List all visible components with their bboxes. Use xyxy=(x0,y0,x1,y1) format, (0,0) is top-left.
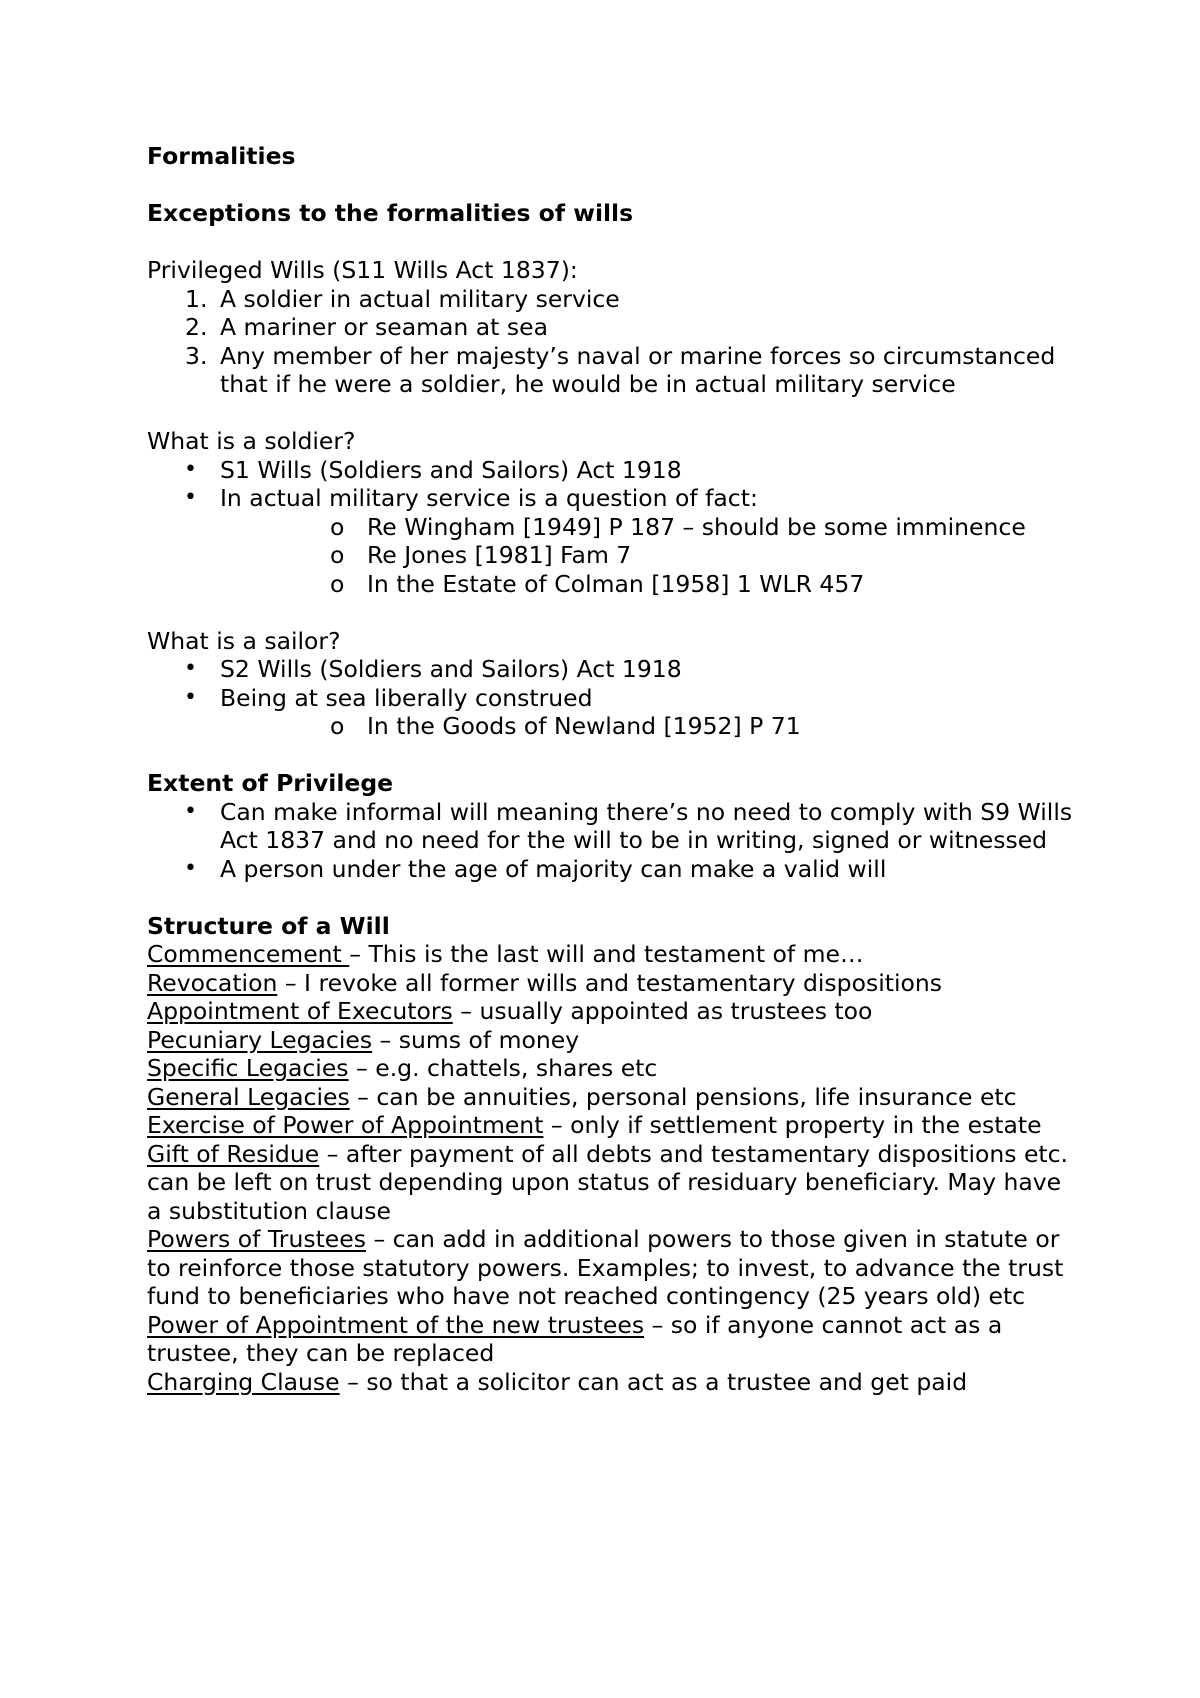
structure-line-specific xyxy=(147,1054,1077,1083)
list-number: 3. xyxy=(185,341,208,370)
structure-desc: – after payment of all debts and testamentary dispositions etc. can be left on trust depending upon status of residuary beneficiary. May have a substitution clause xyxy=(147,1139,1069,1225)
privileged-list xyxy=(147,285,1077,399)
structure-line-executors xyxy=(147,997,1077,1026)
exceptions-heading: Exceptions to the formalities of wills xyxy=(147,199,634,227)
bullet-icon: • xyxy=(184,684,197,710)
spacer xyxy=(147,399,1077,428)
list-item-text: Can make informal will meaning there’s no need to comply with S9 Wills Act 1837 and no need for the will to be in writing, signed or witnessed xyxy=(220,797,1073,854)
structure-line-trustee-powers xyxy=(147,1225,1077,1311)
structure-desc: – only if settlement property in the estate xyxy=(543,1111,1042,1139)
circle-bullet-icon: o xyxy=(330,712,345,740)
spacer xyxy=(147,883,1077,912)
list-item-text: In the Goods of Newland [1952] P 71 xyxy=(367,712,801,740)
structure-term: Power of Appointment of the new trustees xyxy=(147,1310,645,1339)
bullet-icon: • xyxy=(184,855,197,881)
list-item-text: In actual military service is a question of fact: xyxy=(220,484,758,512)
list-item-text: S2 Wills (Soldiers and Sailors) Act 1918 xyxy=(220,655,682,683)
extent-heading: Extent of Privilege xyxy=(147,769,394,797)
structure-desc: – can add in additional powers to those given in statute or to reinforce those statutory powers. Examples; to invest, to advance the trust fund to beneficiaries who have not reached contingency (25 years old) etc xyxy=(147,1225,1064,1310)
sailor-question: What is a sailor? xyxy=(147,626,341,655)
structure-line-new-trustees xyxy=(147,1311,1077,1368)
list-item-text: In the Estate of Colman [1958] 1 WLR 457 xyxy=(367,569,865,598)
structure-heading: Structure of a Will xyxy=(147,911,390,940)
soldier-list xyxy=(147,456,1077,599)
spacer xyxy=(147,598,1077,627)
structure-term: Specific Legacies xyxy=(147,1054,349,1082)
list-item xyxy=(147,798,1077,855)
list-item xyxy=(147,484,1077,598)
bullet-icon: • xyxy=(184,798,197,824)
extent-list xyxy=(147,798,1077,884)
list-item-text: Re Wingham [1949] P 187 – should be some imminence xyxy=(367,512,1026,541)
sailor-list xyxy=(147,655,1077,741)
structure-line-revocation xyxy=(147,969,1077,998)
structure-desc: – This is the last will and testament of me… xyxy=(349,940,864,968)
list-item xyxy=(147,313,1077,342)
circle-bullet-icon: o xyxy=(330,512,345,541)
structure-term: Charging Clause xyxy=(147,1367,340,1396)
list-item xyxy=(147,285,1077,314)
soldier-question: What is a soldier? xyxy=(147,427,356,455)
list-item-text: Re Jones [1981] Fam 7 xyxy=(367,541,632,569)
list-item xyxy=(220,541,1077,570)
structure-desc: – so if anyone cannot act as a trustee, they can be replaced xyxy=(147,1310,1003,1367)
doc-title: Formalities xyxy=(147,142,296,170)
bullet-icon: • xyxy=(184,456,197,482)
structure-line-residue xyxy=(147,1140,1077,1226)
structure-term: Powers of Trustees xyxy=(147,1225,366,1253)
list-item xyxy=(220,570,1077,599)
list-item xyxy=(147,342,1077,399)
structure-term: General Legacies xyxy=(147,1082,350,1111)
spacer xyxy=(147,228,1077,257)
list-number: 2. xyxy=(185,313,208,341)
structure-desc: – I revoke all former wills and testamentary dispositions xyxy=(277,968,942,997)
list-item xyxy=(220,513,1077,542)
structure-line-commencement xyxy=(147,940,1077,969)
list-item-text: Being at sea liberally construed xyxy=(220,683,593,712)
list-item-text: A soldier in actual military service xyxy=(220,284,620,313)
list-item-text: A mariner or seaman at sea xyxy=(220,313,548,341)
list-item xyxy=(147,855,1077,884)
document-body xyxy=(147,142,1077,1396)
spacer xyxy=(147,741,1077,770)
privileged-intro: Privileged Wills (S11 Wills Act 1837): xyxy=(147,256,578,284)
structure-term: Pecuniary Legacies xyxy=(147,1025,373,1054)
structure-desc: – usually appointed as trustees too xyxy=(452,997,873,1025)
structure-term: Exercise of Power of Appointment xyxy=(147,1111,544,1139)
structure-desc: – can be annuities, personal pensions, life insurance etc xyxy=(349,1082,1017,1111)
bullet-icon: • xyxy=(184,656,197,681)
structure-desc: – so that a solicitor can act as a trustee and get paid xyxy=(339,1367,968,1396)
list-item xyxy=(220,712,1077,741)
structure-desc: – sums of money xyxy=(372,1025,580,1054)
structure-desc: – e.g. chattels, shares etc xyxy=(348,1054,658,1082)
list-number: 1. xyxy=(185,284,208,313)
structure-term: Revocation xyxy=(147,968,278,997)
list-item xyxy=(147,456,1077,485)
list-item-text: S1 Wills (Soldiers and Sailors) Act 1918 xyxy=(220,455,682,484)
list-item-text: A person under the age of majority can make a valid will xyxy=(220,854,887,883)
bullet-icon: • xyxy=(184,485,197,510)
structure-term: Appointment of Executors xyxy=(147,997,453,1025)
list-item xyxy=(147,655,1077,684)
soldier-cases-list xyxy=(220,513,1077,599)
sailor-cases-list xyxy=(220,712,1077,741)
list-item xyxy=(147,684,1077,741)
structure-line-general xyxy=(147,1083,1077,1112)
list-item-text: Any member of her majesty’s naval or marine forces so circumstanced that if he were a soldier, he would be in actual military service xyxy=(220,341,1056,398)
structure-term: Gift of Residue xyxy=(147,1139,320,1168)
structure-term: Commencement xyxy=(147,940,350,968)
circle-bullet-icon: o xyxy=(330,541,345,569)
structure-line-power-of-appointment xyxy=(147,1111,1077,1140)
structure-line-charging-clause xyxy=(147,1368,1077,1397)
circle-bullet-icon: o xyxy=(330,569,345,598)
structure-line-pecuniary xyxy=(147,1026,1077,1055)
